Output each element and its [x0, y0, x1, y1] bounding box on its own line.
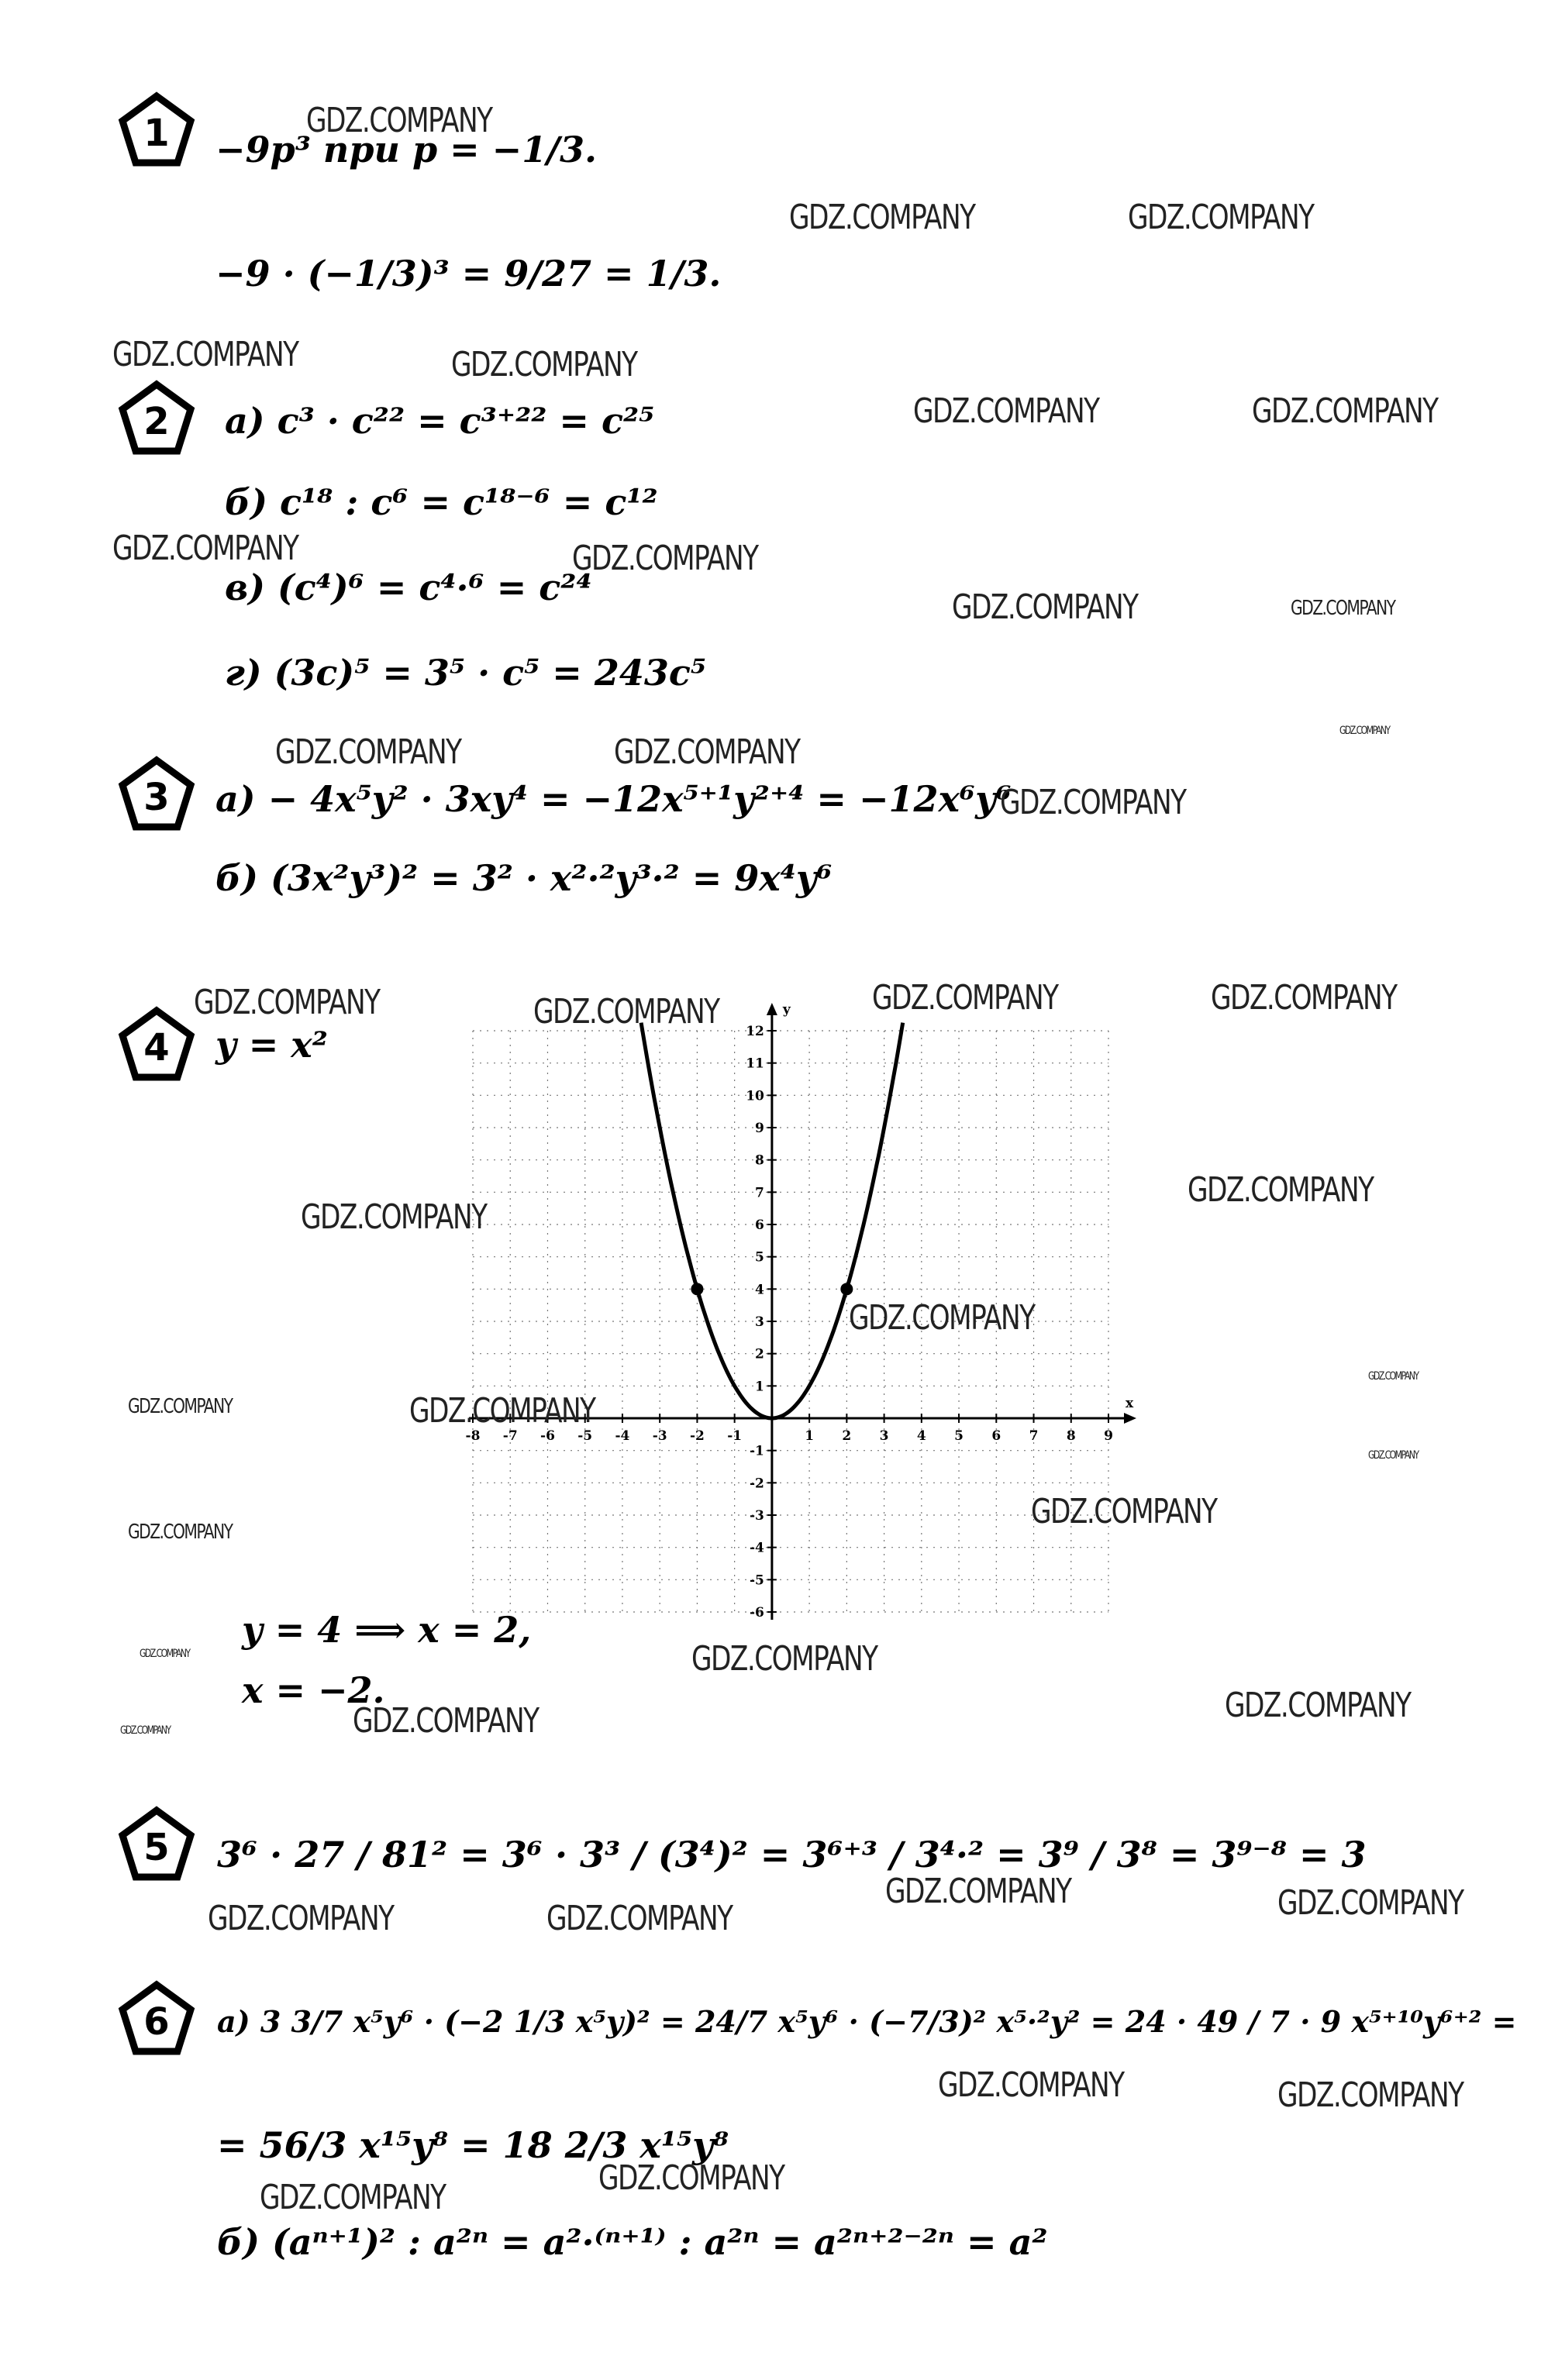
- watermark: GDZ.COMPANY: [128, 1521, 233, 1544]
- x-tick-label: 2: [842, 1428, 852, 1444]
- y-tick-label: -3: [749, 1508, 764, 1524]
- watermark: GDZ.COMPANY: [260, 2178, 446, 2217]
- y-tick-label: 3: [755, 1314, 764, 1330]
- watermark: GDZ.COMPANY: [1128, 198, 1314, 237]
- watermark: GDZ.COMPANY: [1031, 1492, 1217, 1531]
- x-tick-label: 3: [879, 1428, 889, 1444]
- svg-text:4: 4: [143, 1026, 170, 1069]
- parabola-graph: [450, 1000, 1147, 1651]
- watermark: GDZ.COMPANY: [451, 345, 637, 384]
- x-tick-label: -3: [652, 1428, 667, 1444]
- watermark: GDZ.COMPANY: [275, 732, 461, 772]
- x-tick-label: 5: [954, 1428, 964, 1444]
- problem-5-expression: 3⁶ · 27 / 81² = 3⁶ · 3³ / (3⁴)² = 3⁶⁺³ / 3⁴·² = 3⁹ / 3⁸ = 3⁹⁻⁸ = 3: [217, 1834, 1367, 1875]
- x-tick-label: 7: [1029, 1428, 1039, 1444]
- y-tick-label: 4: [755, 1282, 764, 1298]
- watermark: GDZ.COMPANY: [409, 1391, 595, 1431]
- watermark: GDZ.COMPANY: [194, 983, 380, 1022]
- watermark: GDZ.COMPANY: [691, 1639, 877, 1679]
- problem-2-line-b: б) c¹⁸ : c⁶ = c¹⁸⁻⁶ = c¹²: [225, 481, 658, 523]
- watermark: GDZ.COMPANY: [1368, 1370, 1419, 1383]
- problem-1-line-1: −9p³ при p = −1/3.: [215, 129, 598, 170]
- watermark: GDZ.COMPANY: [1368, 1449, 1419, 1462]
- watermark: GDZ.COMPANY: [849, 1298, 1035, 1338]
- watermark: GDZ.COMPANY: [112, 335, 298, 374]
- watermark: GDZ.COMPANY: [872, 978, 1058, 1018]
- problem-3-badge: [118, 756, 195, 833]
- y-tick-label: 6: [755, 1218, 764, 1233]
- y-tick-label: -2: [749, 1476, 764, 1492]
- x-tick-label: -4: [615, 1428, 630, 1444]
- x-tick-label: -8: [465, 1428, 481, 1444]
- problem-4-function: y = x²: [215, 1024, 328, 1066]
- x-tick-label: 6: [991, 1428, 1001, 1444]
- watermark: GDZ.COMPANY: [533, 992, 719, 1032]
- x-axis-label: x: [1126, 1396, 1134, 1411]
- problem-6-line-a-cont: = 56/3 x¹⁵y⁸ = 18 2/3 x¹⁵y⁸: [217, 2124, 729, 2166]
- y-tick-label: 9: [755, 1121, 764, 1136]
- x-tick-label: -7: [502, 1428, 518, 1444]
- problem-4-badge: [118, 1006, 195, 1083]
- watermark: GDZ.COMPANY: [546, 1899, 733, 1938]
- watermark: GDZ.COMPANY: [789, 198, 975, 237]
- y-axis-arrow: [767, 1003, 777, 1015]
- marked-point: [691, 1283, 703, 1295]
- y-tick-label: 11: [746, 1056, 764, 1072]
- watermark: GDZ.COMPANY: [140, 1648, 190, 1660]
- y-tick-label: 8: [755, 1152, 764, 1169]
- y-tick-label: -5: [749, 1572, 764, 1589]
- y-tick-label: 7: [755, 1185, 764, 1201]
- watermark: GDZ.COMPANY: [913, 391, 1099, 431]
- x-tick-label: 1: [805, 1428, 815, 1444]
- watermark: GDZ.COMPANY: [353, 1701, 539, 1741]
- svg-text:6: 6: [143, 2000, 170, 2044]
- x-tick-label: 4: [916, 1428, 926, 1444]
- y-tick-label: 5: [755, 1249, 764, 1266]
- watermark: GDZ.COMPANY: [938, 2065, 1124, 2105]
- watermark: GDZ.COMPANY: [1225, 1686, 1411, 1725]
- watermark: GDZ.COMPANY: [306, 101, 492, 140]
- watermark: GDZ.COMPANY: [112, 529, 298, 568]
- watermark: GDZ.COMPANY: [301, 1197, 487, 1237]
- y-tick-label: -1: [749, 1443, 764, 1459]
- y-tick-label: 2: [755, 1346, 764, 1362]
- watermark: GDZ.COMPANY: [1252, 391, 1438, 431]
- y-tick-label: 1: [755, 1379, 764, 1395]
- watermark: GDZ.COMPANY: [208, 1899, 394, 1938]
- problem-6-line-b: б) (aⁿ⁺¹)² : a²ⁿ = a²·⁽ⁿ⁺¹⁾ : a²ⁿ = a²ⁿ⁺²⁻²ⁿ = a²: [217, 2221, 1048, 2263]
- x-tick-label: -2: [689, 1428, 705, 1444]
- watermark: GDZ.COMPANY: [614, 732, 800, 772]
- svg-text:2: 2: [143, 400, 170, 443]
- x-tick-label: -6: [540, 1428, 555, 1444]
- watermark: GDZ.COMPANY: [120, 1724, 171, 1737]
- watermark: GDZ.COMPANY: [572, 539, 758, 578]
- x-tick-label: -5: [577, 1428, 593, 1444]
- x-tick-label: -1: [727, 1428, 743, 1444]
- watermark: GDZ.COMPANY: [952, 587, 1138, 627]
- svg-text:1: 1: [143, 112, 170, 155]
- problem-4-solution-2: x = −2.: [242, 1669, 385, 1711]
- marked-point: [840, 1283, 853, 1295]
- y-tick-label: -4: [749, 1540, 764, 1556]
- watermark: GDZ.COMPANY: [1277, 1883, 1463, 1923]
- problem-1-badge: [118, 91, 195, 169]
- problem-6-line-a: а) 3 3/7 x⁵y⁶ · (−2 1/3 x⁵y)² = 24/7 x⁵y⁶ · (−7/3)² x⁵·²y² = 24 · 49 / 7 · 9 x⁵⁺¹⁰y⁶⁺² =: [217, 2004, 1517, 2039]
- y-axis-label: y: [782, 1002, 791, 1018]
- watermark: GDZ.COMPANY: [128, 1395, 233, 1418]
- x-tick-label: 9: [1104, 1428, 1113, 1444]
- x-axis-arrow: [1124, 1413, 1136, 1424]
- watermark: GDZ.COMPANY: [1339, 725, 1390, 737]
- x-tick-label: 8: [1066, 1428, 1076, 1444]
- watermark: GDZ.COMPANY: [1000, 783, 1186, 822]
- y-tick-label: -6: [749, 1605, 764, 1621]
- problem-2-badge: [118, 380, 195, 457]
- problem-2-line-v: в) (c⁴)⁶ = c⁴·⁶ = c²⁴: [225, 567, 592, 608]
- watermark: GDZ.COMPANY: [1291, 597, 1395, 620]
- watermark: GDZ.COMPANY: [1188, 1170, 1374, 1210]
- problem-3-line-b: б) (3x²y³)² = 3² · x²·²y³·² = 9x⁴y⁶: [215, 857, 833, 899]
- watermark: GDZ.COMPANY: [885, 1872, 1071, 1911]
- watermark: GDZ.COMPANY: [1277, 2075, 1463, 2115]
- y-tick-label: 10: [746, 1088, 764, 1104]
- svg-text:3: 3: [143, 776, 170, 819]
- problem-3-line-a: а) − 4x⁵y² · 3xy⁴ = −12x⁵⁺¹y²⁺⁴ = −12x⁶y⁶: [215, 778, 1012, 820]
- problem-6-badge: [118, 1980, 195, 2058]
- problem-2-line-g: г) (3c)⁵ = 3⁵ · c⁵ = 243c⁵: [225, 652, 707, 694]
- problem-1-line-2: −9 · (−1/3)³ = 9/27 = 1/3.: [215, 253, 722, 294]
- y-tick-label: 12: [746, 1024, 764, 1039]
- watermark: GDZ.COMPANY: [598, 2158, 784, 2198]
- problem-2-line-a: а) c³ · c²² = c³⁺²² = c²⁵: [225, 400, 655, 442]
- svg-text:5: 5: [143, 1826, 170, 1869]
- problem-5-badge: [118, 1806, 195, 1883]
- watermark: GDZ.COMPANY: [1211, 978, 1397, 1018]
- problem-4-solution-1: y = 4 ⟹ x = 2,: [242, 1609, 532, 1651]
